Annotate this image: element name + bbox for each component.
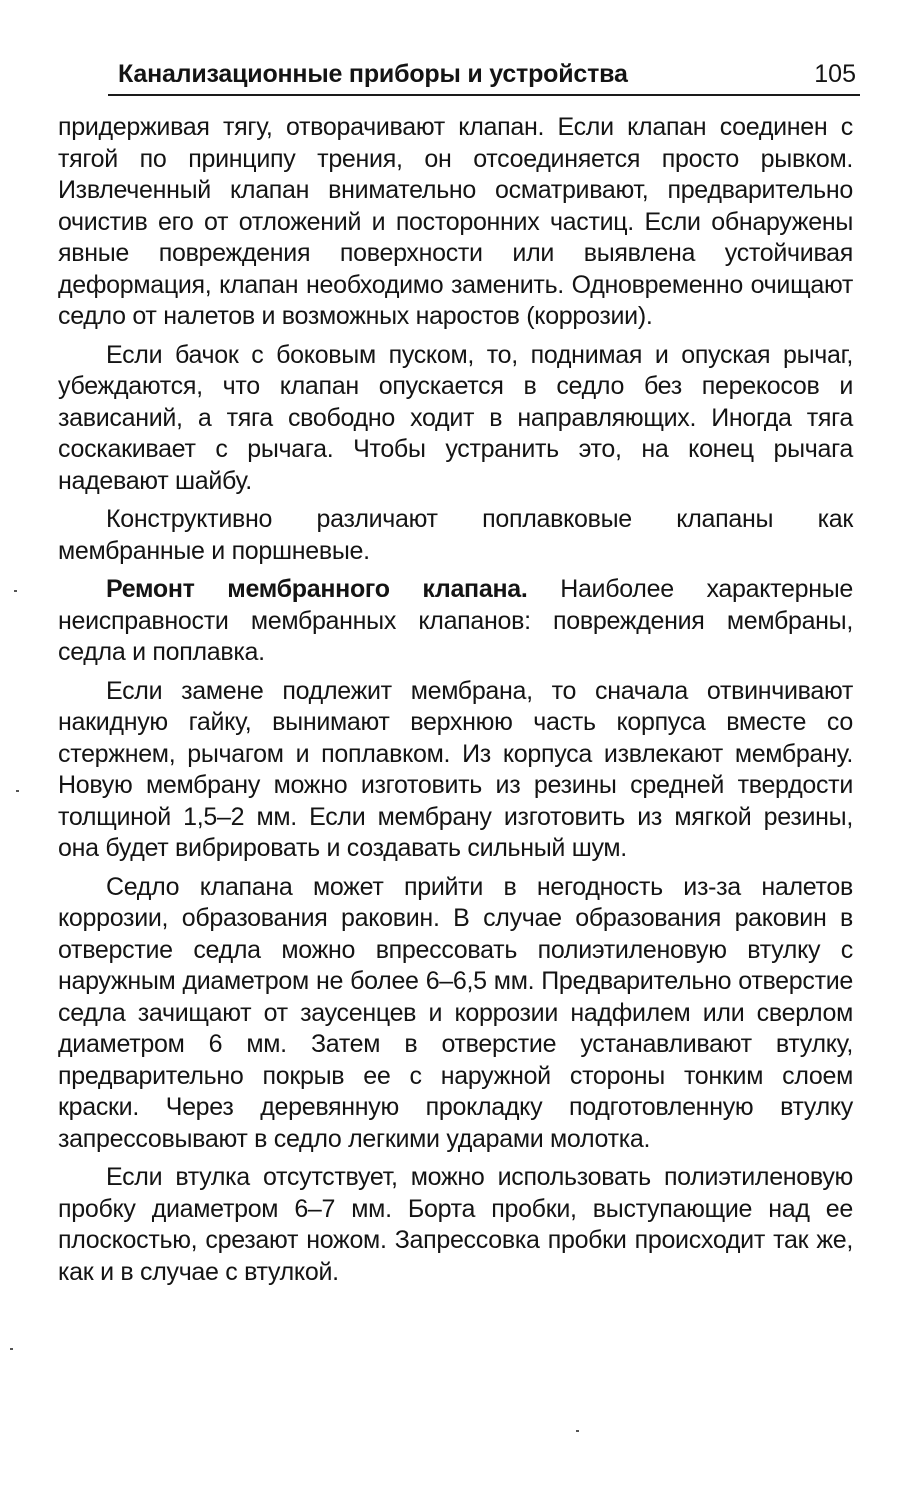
scan-speck [10,1348,13,1350]
paragraph: Если втулка отсутствует, можно использовать полиэтиленовую пробку диаметром 6–7 мм. Борта пробки, выступающие над ее плоскостью, срезают ножом. Запрессовка пробки происходит так же, как и в случае с втулкой. [58,1163,853,1286]
paragraph: Если бачок с боковым пуском, то, поднимая и опуская рычаг, убеждаются, что клапан опускается в седло без перекосов и зависаний, а тяга свободно ходит в направляющих. Иногда тяга соскакивает с рычага. Чтобы устранить это, на конец рычага надевают шайбу. [58,340,853,495]
scan-speck [16,790,19,792]
section-lead-heading: Ремонт мембранного клапана. [106,575,528,603]
body-text [58,112,853,1295]
paragraph: придерживая тягу, отворачивают клапан. Если клапан соединен с тягой по принципу трения, он отсоединяется просто рывком. Извлеченный клапан внимательно осматривают, предварительно очистив его от отложений и посторонних частиц. Если обнаружены явные повреждения поверхности или выявлена устойчивая деформация, клапан необходимо заменить. Одновременно очищают седло от налетов и возможных наростов (коррозии). [58,113,853,330]
page-number: 105 [814,60,856,88]
paragraph [58,574,853,669]
scan-speck [576,1430,579,1432]
paragraph-text: Наиболее характерные неисправности мембранных клапанов: повреждения мембраны, седла и поплавка. [58,575,853,666]
paragraph: Конструктивно различают поплавковые клапаны как мембранные и поршневые. [58,505,853,565]
chapter-title: Канализационные приборы и устройства [118,60,628,88]
paragraph: Если замене подлежит мембрана, то сначала отвинчивают накидную гайку, вынимают верхнюю часть корпуса вместе со стержнем, рычагом и поплавком. Из корпуса извлекают мембрану. Новую мембрану можно изготовить из резины средней твердости толщиной 1,5–2 мм. Если мембрану изготовить из мягкой резины, она будет вибрировать и создавать сильный шум. [58,676,853,862]
scan-speck [14,590,17,592]
paragraph: Седло клапана может прийти в негодность из-за налетов коррозии, образования раковин. В случае образования раковин в отверстие седла можно впрессовать полиэтиленовую втулку с наружным диаметром не более 6–6,5 мм. Предварительно отверстие седла зачищают от заусенцев и коррозии надфилем или сверлом диаметром 6 мм. Затем в отверстие устанавливают втулку, предварительно покрыв ее с наружной стороны тонким слоем краски. Через деревянную прокладку подготовленную втулку запрессовывают в седло легкими ударами молотка. [58,872,853,1153]
running-header [108,58,860,96]
